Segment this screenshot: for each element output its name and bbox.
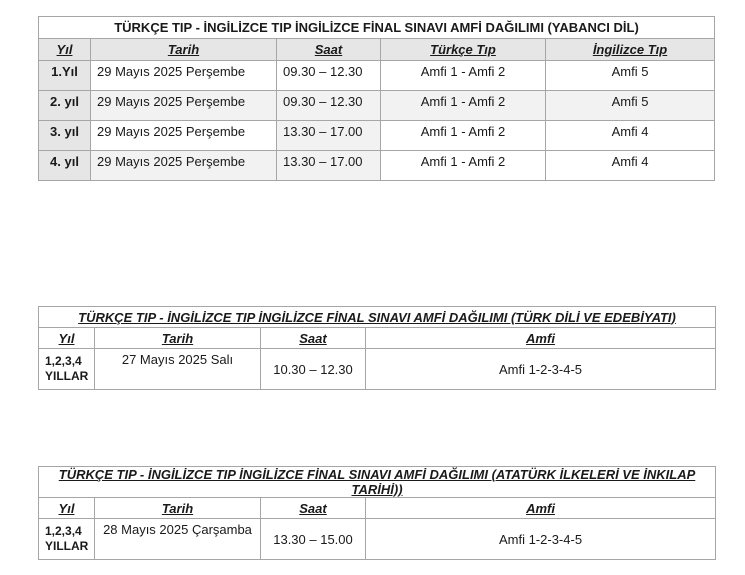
date-cell: 29 Mayıs 2025 Perşembe (91, 61, 277, 91)
column-header-time: Saat (261, 328, 366, 349)
foreign-language-exam-table (38, 16, 715, 181)
english-amphi-cell: Amfi 5 (546, 91, 715, 121)
time-cell: 10.30 – 12.30 (261, 349, 366, 390)
column-header-amphi: Amfi (366, 328, 716, 349)
column-header-time: Saat (261, 498, 366, 519)
date-cell: 27 Mayıs 2025 Salı (95, 349, 261, 390)
turkish-amphi-cell: Amfi 1 - Amfi 2 (381, 151, 546, 181)
table-title: TÜRKÇE TIP - İNGİLİZCE TIP İNGİLİZCE FİNAL SINAVI AMFİ DAĞILIMI (ATATÜRK İLKELERİ VE İNKILAP TARİHİ)) (39, 467, 716, 498)
table-row (39, 519, 716, 560)
time-cell: 13.30 – 17.00 (277, 151, 381, 181)
turkish-language-exam-table (38, 306, 716, 390)
time-cell: 09.30 – 12.30 (277, 61, 381, 91)
table-title: TÜRKÇE TIP - İNGİLİZCE TIP İNGİLİZCE FİNAL SINAVI AMFİ DAĞILIMI (TÜRK DİLİ VE EDEBİYATI) (39, 307, 716, 328)
year-cell: 2. yıl (39, 91, 91, 121)
column-header-english-medicine: İngilizce Tıp (546, 39, 715, 61)
date-cell: 28 Mayıs 2025 Çarşamba (95, 519, 261, 560)
year-cell: 4. yıl (39, 151, 91, 181)
column-header-date: Tarih (95, 328, 261, 349)
year-cell: 1,2,3,4 YILLAR (39, 519, 95, 560)
english-amphi-cell: Amfi 4 (546, 121, 715, 151)
amphi-cell: Amfi 1-2-3-4-5 (366, 349, 716, 390)
english-amphi-cell: Amfi 5 (546, 61, 715, 91)
column-header-turkish-medicine: Türkçe Tıp (381, 39, 546, 61)
table-row (39, 91, 715, 121)
time-cell: 13.30 – 17.00 (277, 121, 381, 151)
turkish-amphi-cell: Amfi 1 - Amfi 2 (381, 91, 546, 121)
english-amphi-cell: Amfi 4 (546, 151, 715, 181)
ataturk-principles-exam-table (38, 466, 716, 560)
date-cell: 29 Mayıs 2025 Perşembe (91, 151, 277, 181)
table-row (39, 151, 715, 181)
table-row (39, 349, 716, 390)
column-header-year: Yıl (39, 328, 95, 349)
table-row (39, 121, 715, 151)
date-cell: 29 Mayıs 2025 Perşembe (91, 121, 277, 151)
time-cell: 13.30 – 15.00 (261, 519, 366, 560)
turkish-amphi-cell: Amfi 1 - Amfi 2 (381, 121, 546, 151)
column-header-year: Yıl (39, 39, 91, 61)
table-row (39, 61, 715, 91)
column-header-date: Tarih (91, 39, 277, 61)
column-header-time: Saat (277, 39, 381, 61)
table-title: TÜRKÇE TIP - İNGİLİZCE TIP İNGİLİZCE FİNAL SINAVI AMFİ DAĞILIMI (YABANCI DİL) (39, 17, 715, 39)
year-cell: 1,2,3,4 YILLAR (39, 349, 95, 390)
year-cell: 1.Yıl (39, 61, 91, 91)
column-header-year: Yıl (39, 498, 95, 519)
column-header-date: Tarih (95, 498, 261, 519)
date-cell: 29 Mayıs 2025 Perşembe (91, 91, 277, 121)
time-cell: 09.30 – 12.30 (277, 91, 381, 121)
year-cell: 3. yıl (39, 121, 91, 151)
column-header-amphi: Amfi (366, 498, 716, 519)
turkish-amphi-cell: Amfi 1 - Amfi 2 (381, 61, 546, 91)
amphi-cell: Amfi 1-2-3-4-5 (366, 519, 716, 560)
